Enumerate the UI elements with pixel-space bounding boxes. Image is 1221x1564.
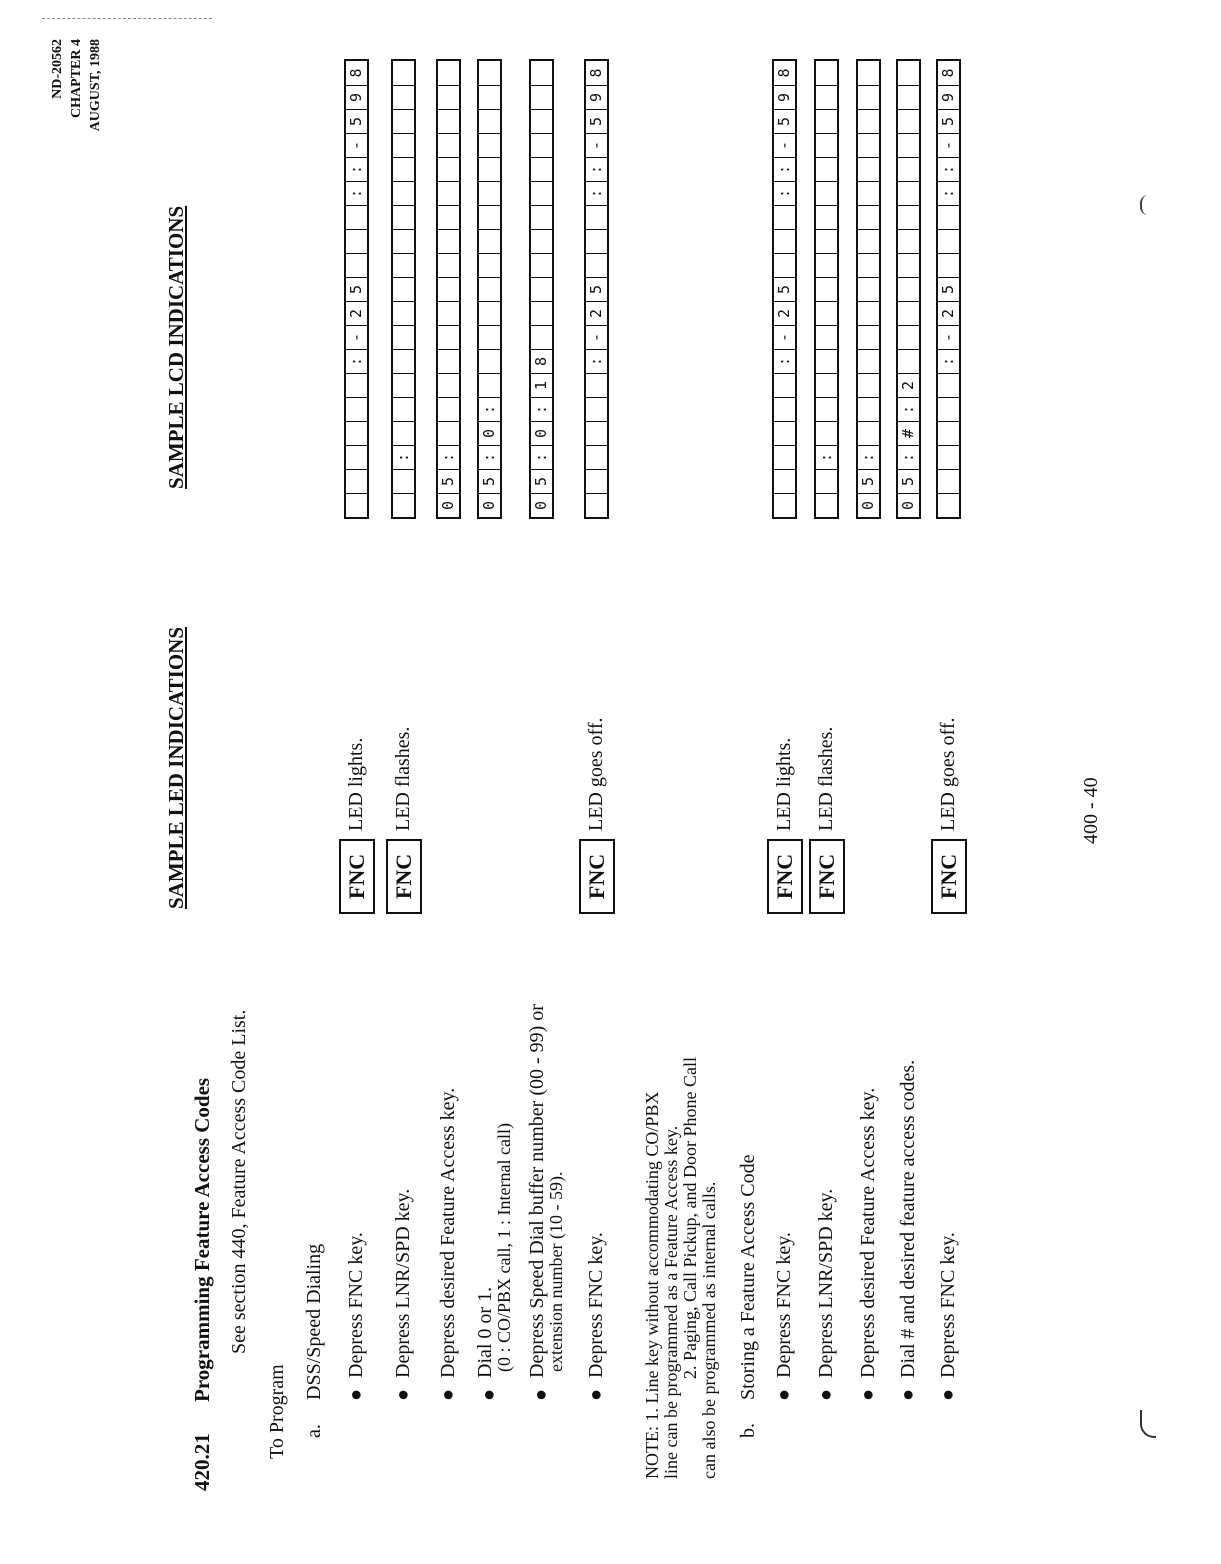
lcd-cell	[898, 109, 919, 133]
lcd-cell	[346, 421, 367, 445]
lcd-cell	[858, 253, 879, 277]
doc-number: ND-20562	[50, 39, 65, 99]
step-text: Depress FNC key.	[773, 1232, 795, 1378]
lcd-cell	[938, 373, 959, 397]
led-column-heading: SAMPLE LED INDICATIONS	[164, 627, 188, 909]
lcd-cell: :	[479, 445, 500, 469]
lcd-cell	[858, 109, 879, 133]
lcd-cell	[531, 181, 552, 205]
lcd-cell	[479, 301, 500, 325]
lcd-cell	[898, 253, 919, 277]
lcd-cell	[586, 229, 607, 253]
lcd-display	[584, 59, 609, 519]
lcd-cell: 0	[438, 493, 459, 517]
bullet: ●	[345, 1388, 367, 1401]
lcd-cell	[858, 301, 879, 325]
lcd-cell	[816, 421, 837, 445]
lcd-cell	[816, 61, 837, 85]
step-text-line: Depress Speed Dial buffer number (00 - 99) or	[526, 1004, 548, 1378]
lcd-cell	[938, 469, 959, 493]
lcd-cell	[438, 325, 459, 349]
lcd-cell	[438, 253, 459, 277]
lcd-cell	[438, 157, 459, 181]
lcd-cell	[774, 373, 795, 397]
lcd-display	[936, 59, 961, 519]
lcd-cell	[393, 277, 414, 301]
lcd-cell: :	[346, 181, 367, 205]
step-text	[528, 1004, 566, 1378]
lcd-cell: 8	[347, 68, 365, 78]
lcd-cell: 5	[586, 277, 607, 301]
lcd-cell	[586, 421, 607, 445]
lcd-cell	[438, 349, 459, 373]
lcd-cell	[858, 61, 879, 85]
lcd-cell	[816, 157, 837, 181]
lcd-cell: :	[586, 157, 607, 181]
lcd-cell	[938, 493, 959, 517]
lcd-cell: 5	[938, 109, 959, 133]
lcd-cell: -	[346, 325, 367, 349]
lcd-cell: -	[938, 133, 959, 157]
lcd-cell	[898, 181, 919, 205]
lcd-cell	[858, 157, 879, 181]
lcd-cell	[586, 445, 607, 469]
part-b-letter: b.	[737, 1423, 759, 1438]
lcd-cell	[816, 397, 837, 421]
lcd-cell	[393, 421, 414, 445]
page-number: 400 - 40	[1080, 777, 1102, 844]
lcd-cell	[479, 373, 500, 397]
fnc-key-icon: FNC	[579, 839, 615, 914]
lcd-cell	[393, 157, 414, 181]
lcd-cell	[479, 133, 500, 157]
lcd-cell	[938, 397, 959, 421]
lcd-cell: 0	[858, 493, 879, 517]
lcd-cell	[816, 229, 837, 253]
fnc-key-icon: FNC	[339, 839, 375, 914]
step-text: Depress LNR/SPD key.	[815, 1188, 837, 1378]
lcd-cell	[816, 301, 837, 325]
step-text: Depress FNC key.	[585, 1232, 607, 1378]
lcd-cell: 8	[775, 68, 793, 78]
lcd-cell	[898, 133, 919, 157]
lcd-cell	[393, 469, 414, 493]
lcd-cell	[938, 421, 959, 445]
lcd-cell	[898, 277, 919, 301]
step-text	[476, 1123, 514, 1378]
lcd-cell	[393, 397, 414, 421]
lcd-display	[436, 59, 461, 519]
lcd-cell: -	[774, 325, 795, 349]
lcd-cell	[586, 397, 607, 421]
lcd-cell	[858, 277, 879, 301]
lcd-cell: 8	[531, 349, 552, 373]
lcd-cell: :	[531, 397, 552, 421]
lcd-cell: 5	[438, 469, 459, 493]
lcd-cell	[531, 205, 552, 229]
lcd-cell	[479, 109, 500, 133]
lcd-cell	[858, 181, 879, 205]
lcd-cell	[898, 205, 919, 229]
lcd-cell: 5	[774, 109, 795, 133]
lcd-cell: 9	[586, 85, 607, 109]
lcd-cell	[438, 85, 459, 109]
lcd-cell: :	[774, 349, 795, 373]
lcd-cell: 5	[938, 277, 959, 301]
lcd-display	[896, 59, 921, 519]
step-text-line: extension number (10 - 59).	[546, 1171, 566, 1372]
note-line: 2. Paging, Call Pickup, and Door Phone Call	[680, 1057, 700, 1379]
lcd-display	[814, 59, 839, 519]
lcd-cell	[346, 397, 367, 421]
part-b-title: Storing a Feature Access Code	[737, 1154, 759, 1400]
lcd-cell	[393, 349, 414, 373]
lcd-cell: :	[816, 445, 837, 469]
lcd-cell: :	[898, 397, 919, 421]
lcd-cell	[531, 325, 552, 349]
lcd-cell	[438, 277, 459, 301]
lcd-cell	[438, 373, 459, 397]
lcd-cell	[393, 373, 414, 397]
led-indication-text: LED flashes.	[392, 726, 414, 831]
lcd-cell	[586, 253, 607, 277]
lcd-cell	[898, 157, 919, 181]
led-indication-text: LED lights.	[345, 737, 367, 831]
lcd-cell	[938, 253, 959, 277]
lcd-cell: 5	[531, 469, 552, 493]
lcd-cell	[774, 229, 795, 253]
led-indication-text: LED goes off.	[937, 717, 959, 831]
lcd-cell	[858, 229, 879, 253]
lcd-cell	[858, 373, 879, 397]
lcd-cell	[438, 61, 459, 85]
lcd-cell: :	[938, 349, 959, 373]
lcd-cell	[393, 325, 414, 349]
lcd-cell	[586, 493, 607, 517]
lcd-cell: :	[586, 181, 607, 205]
lcd-cell	[816, 109, 837, 133]
lcd-cell	[393, 85, 414, 109]
lcd-cell: -	[586, 133, 607, 157]
lcd-cell	[393, 229, 414, 253]
bullet: ●	[773, 1388, 795, 1401]
lcd-display	[856, 59, 881, 519]
lcd-cell: 5	[346, 109, 367, 133]
date-label: AUGUST, 1988	[88, 39, 103, 132]
lcd-cell: :	[531, 445, 552, 469]
lcd-column-heading: SAMPLE LCD INDICATIONS	[164, 205, 188, 489]
lcd-cell	[479, 277, 500, 301]
lcd-cell	[346, 373, 367, 397]
step-text: Depress FNC key.	[937, 1232, 959, 1378]
lcd-cell: :	[858, 445, 879, 469]
lcd-cell	[816, 85, 837, 109]
bullet: ●	[530, 1388, 552, 1401]
lcd-cell: :	[898, 445, 919, 469]
lcd-cell	[531, 301, 552, 325]
lcd-cell	[816, 253, 837, 277]
lcd-cell	[346, 445, 367, 469]
lcd-cell	[938, 205, 959, 229]
lcd-display	[344, 59, 369, 519]
led-indication-text: LED goes off.	[585, 717, 607, 831]
lcd-cell	[479, 349, 500, 373]
lcd-cell: :	[346, 157, 367, 181]
lcd-cell: :	[774, 181, 795, 205]
lcd-cell	[938, 229, 959, 253]
lcd-cell	[774, 205, 795, 229]
lcd-cell	[346, 205, 367, 229]
lcd-cell	[393, 253, 414, 277]
section-title: Programming Feature Access Codes	[190, 1077, 214, 1402]
lcd-cell: :	[346, 349, 367, 373]
scan-edge-mark	[42, 18, 212, 19]
lcd-cell	[393, 493, 414, 517]
lcd-cell	[816, 181, 837, 205]
lcd-cell: :	[586, 349, 607, 373]
lcd-cell	[816, 277, 837, 301]
lcd-cell: 8	[587, 68, 605, 78]
lcd-cell	[531, 277, 552, 301]
lcd-cell	[479, 325, 500, 349]
lcd-cell	[938, 445, 959, 469]
lcd-cell	[816, 349, 837, 373]
lcd-cell	[438, 397, 459, 421]
lcd-cell	[438, 229, 459, 253]
document-header	[48, 39, 105, 219]
lcd-cell	[479, 181, 500, 205]
lcd-cell	[774, 493, 795, 517]
lcd-display	[772, 59, 797, 519]
note-line: can also be programmed as internal calls.	[699, 1181, 719, 1479]
lcd-cell	[531, 133, 552, 157]
lcd-cell: :	[938, 157, 959, 181]
lcd-cell: -	[346, 133, 367, 157]
lcd-cell	[898, 85, 919, 109]
lcd-cell	[438, 109, 459, 133]
lcd-cell: 0	[898, 493, 919, 517]
lcd-cell: 2	[898, 373, 919, 397]
lcd-cell	[586, 469, 607, 493]
step-text: Dial # and desired feature access codes.	[897, 1059, 919, 1378]
part-a-letter: a.	[303, 1424, 325, 1438]
bullet: ●	[897, 1388, 919, 1401]
lcd-cell: 5	[898, 469, 919, 493]
lcd-cell	[858, 85, 879, 109]
lcd-cell: 2	[346, 301, 367, 325]
lcd-cell	[858, 133, 879, 157]
lcd-display	[391, 59, 416, 519]
lcd-cell	[479, 85, 500, 109]
fnc-key-icon: FNC	[767, 839, 803, 914]
bullet: ●	[937, 1388, 959, 1401]
lcd-cell	[774, 253, 795, 277]
lcd-cell	[531, 85, 552, 109]
lcd-cell	[816, 493, 837, 517]
lcd-cell: 5	[346, 277, 367, 301]
lcd-cell	[858, 325, 879, 349]
lcd-cell	[479, 253, 500, 277]
lcd-display	[529, 59, 554, 519]
lcd-cell	[898, 301, 919, 325]
lcd-cell: -	[586, 325, 607, 349]
lcd-cell	[438, 133, 459, 157]
lcd-cell	[816, 325, 837, 349]
lcd-cell	[346, 493, 367, 517]
lcd-cell	[438, 301, 459, 325]
lcd-cell	[774, 445, 795, 469]
lcd-cell	[393, 133, 414, 157]
lcd-cell	[858, 205, 879, 229]
lcd-cell	[531, 157, 552, 181]
lcd-cell	[816, 469, 837, 493]
lcd-cell: :	[479, 397, 500, 421]
step-text: Depress LNR/SPD key.	[392, 1188, 414, 1378]
lcd-cell	[898, 229, 919, 253]
bullet: ●	[585, 1388, 607, 1401]
lcd-cell	[346, 469, 367, 493]
lcd-cell: 2	[586, 301, 607, 325]
lcd-cell	[898, 349, 919, 373]
note-line: line can be programmed as a Feature Access key.	[661, 1125, 681, 1479]
lcd-cell	[393, 301, 414, 325]
lcd-cell: :	[774, 157, 795, 181]
fnc-key-icon: FNC	[809, 839, 845, 914]
lcd-cell	[438, 205, 459, 229]
lcd-cell	[816, 133, 837, 157]
lcd-cell	[531, 253, 552, 277]
lcd-cell: 9	[938, 85, 959, 109]
led-indication-text: LED flashes.	[815, 726, 837, 831]
lcd-cell: #	[898, 421, 919, 445]
lcd-cell	[898, 61, 919, 85]
lcd-cell	[531, 61, 552, 85]
lcd-cell	[774, 397, 795, 421]
lcd-cell	[816, 373, 837, 397]
lcd-cell: 8	[939, 68, 957, 78]
lcd-cell: 0	[479, 421, 500, 445]
lcd-cell	[393, 109, 414, 133]
step-text: Depress desired Feature Access key.	[437, 1087, 459, 1378]
lcd-cell	[858, 397, 879, 421]
lcd-cell: :	[438, 445, 459, 469]
lcd-cell: 1	[531, 373, 552, 397]
lcd-cell	[393, 205, 414, 229]
lcd-cell: 5	[586, 109, 607, 133]
to-program-label: To Program	[266, 1364, 288, 1459]
see-also-text: See section 440, Feature Access Code List.	[228, 1009, 250, 1354]
lcd-cell	[774, 421, 795, 445]
lcd-cell	[858, 349, 879, 373]
step-text: Depress FNC key.	[345, 1232, 367, 1378]
part-a-title: DSS/Speed Dialing	[303, 1243, 325, 1400]
lcd-cell	[393, 61, 414, 85]
lcd-cell: -	[774, 133, 795, 157]
lcd-cell: 2	[938, 301, 959, 325]
lcd-cell: 0	[531, 421, 552, 445]
lcd-cell	[346, 229, 367, 253]
lcd-cell: 0	[479, 493, 500, 517]
step-text-line: Dial 0 or 1.	[474, 1286, 496, 1378]
lcd-cell	[346, 253, 367, 277]
note-line: NOTE: 1. Line key without accommodating CO/PBX	[642, 1091, 662, 1479]
lcd-cell: :	[938, 181, 959, 205]
bullet: ●	[815, 1388, 837, 1401]
lcd-cell	[858, 421, 879, 445]
lcd-cell	[438, 181, 459, 205]
lcd-display	[477, 59, 502, 519]
lcd-cell	[479, 229, 500, 253]
lcd-cell	[898, 325, 919, 349]
lcd-cell: 0	[531, 493, 552, 517]
lcd-cell	[774, 469, 795, 493]
note-block	[643, 1057, 719, 1479]
lcd-cell: 2	[774, 301, 795, 325]
chapter-label: CHAPTER 4	[69, 39, 84, 118]
scan-tick-mark	[1140, 195, 1150, 215]
lcd-cell: 5	[774, 277, 795, 301]
lcd-cell	[586, 373, 607, 397]
lcd-cell: 9	[774, 85, 795, 109]
lcd-cell	[479, 157, 500, 181]
bullet: ●	[857, 1388, 879, 1401]
lcd-cell	[531, 109, 552, 133]
lcd-cell: 5	[858, 469, 879, 493]
bullet: ●	[437, 1388, 459, 1401]
lcd-cell: 5	[479, 469, 500, 493]
fnc-key-icon: FNC	[386, 839, 422, 914]
lcd-cell	[438, 421, 459, 445]
lcd-cell	[393, 181, 414, 205]
led-indication-text: LED lights.	[773, 737, 795, 831]
section-number: 420.21	[190, 1433, 214, 1491]
lcd-cell	[531, 229, 552, 253]
lcd-cell	[479, 205, 500, 229]
step-text-line: (0 : CO/PBX call, 1 : Internal call)	[494, 1123, 514, 1372]
fnc-key-icon: FNC	[931, 839, 967, 914]
lcd-cell	[816, 205, 837, 229]
bullet: ●	[392, 1388, 414, 1401]
step-text: Depress desired Feature Access key.	[857, 1087, 879, 1378]
lcd-cell	[586, 205, 607, 229]
lcd-cell: 9	[346, 85, 367, 109]
lcd-cell: -	[938, 325, 959, 349]
lcd-cell	[479, 61, 500, 85]
bullet: ●	[478, 1388, 500, 1401]
lcd-cell: :	[393, 445, 414, 469]
